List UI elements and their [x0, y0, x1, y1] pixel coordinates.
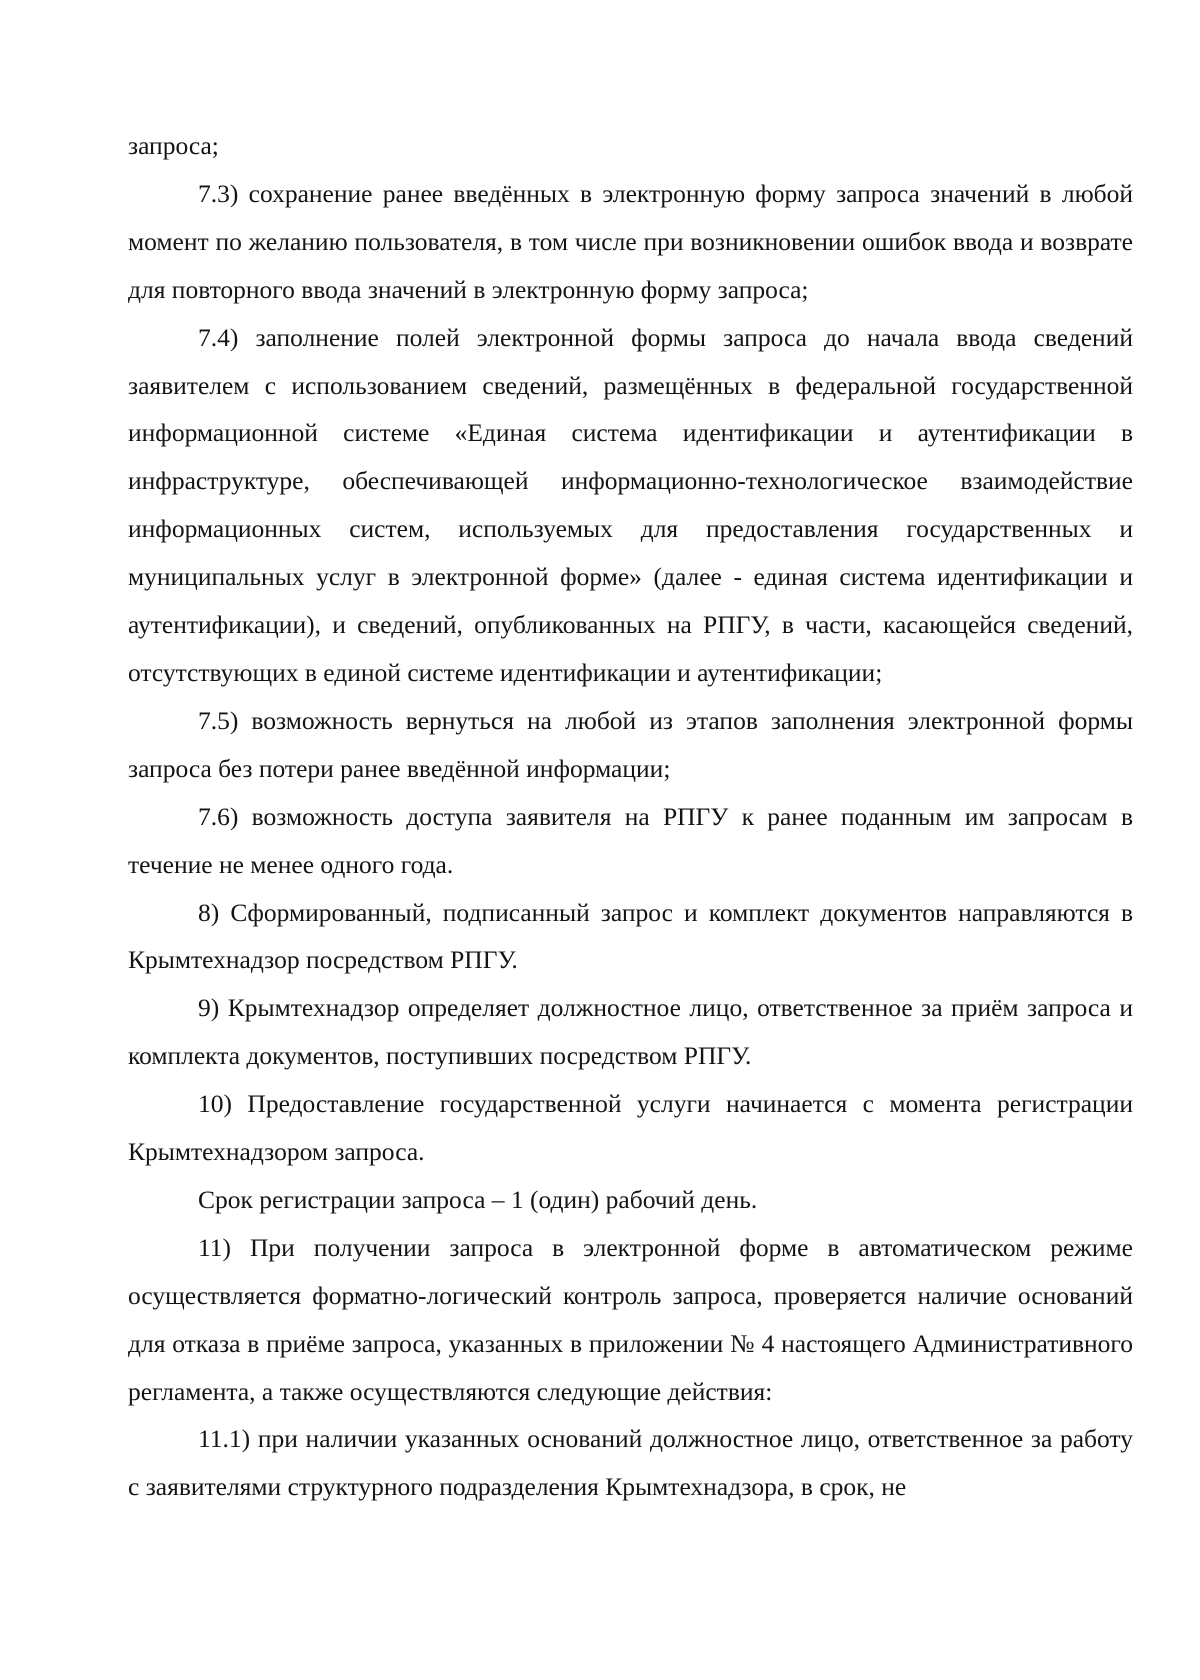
paragraph-8: 8) Сформированный, подписанный запрос и комплект документов направляются в Крымтехнадзор посредством РПГУ. [128, 897, 1133, 975]
paragraph-registration-term: Срок регистрации запроса – 1 (один) рабочий день. [198, 1184, 758, 1214]
paragraph-11-1: 11.1) при наличии указанных оснований должностное лицо, ответственное за работу с заявителями структурного подразделения Крымтехнадзора, в срок, не [128, 1424, 1133, 1502]
paragraph-10: 10) Предоставление государственной услуги начинается с момента регистрации Крымтехнадзором запроса. [128, 1089, 1133, 1167]
paragraph-11: 11) При получении запроса в электронной форме в автоматическом режиме осуществляется форматно-логический контроль запроса, проверяется наличие оснований для отказа в приёме запроса, указанных в приложении № 4 настоящего Административного регламента, а также осуществляются следующие действия: [128, 1232, 1133, 1406]
paragraph-7-6: 7.6) возможность доступа заявителя на РПГУ к ранее поданным им запросам в течение не менее одного года. [128, 801, 1133, 879]
paragraph-7-3: 7.3) сохранение ранее введённых в электронную форму запроса значений в любой момент по желанию пользователя, в том числе при возникновении ошибок ввода и возврате для повторного ввода значений в электронную форму запроса; [128, 178, 1133, 304]
paragraph-9: 9) Крымтехнадзор определяет должностное лицо, ответственное за приём запроса и комплекта документов, поступивших посредством РПГУ. [128, 993, 1133, 1071]
paragraph-7-5: 7.5) возможность вернуться на любой из этапов заполнения электронной формы запроса без потери ранее введённой информации; [128, 705, 1133, 783]
paragraph-continuation: запроса; [128, 131, 219, 160]
paragraph-7-4: 7.4) заполнение полей электронной формы запроса до начала ввода сведений заявителем с использованием сведений, размещённых в федеральной государственной информационной системе «Единая система идентификации и аутентификации в инфраструктуре, обеспечивающей информационно-технологическое взаимодействие информационных систем, используемых для предоставления государственных и муниципальных услуг в электронной форме» (далее - единая система идентификации и аутентификации), и сведений, опубликованных на РПГУ, в части, касающейся сведений, отсутствующих в единой системе идентификации и аутентификации; [128, 322, 1133, 687]
document-body [128, 122, 1133, 1511]
